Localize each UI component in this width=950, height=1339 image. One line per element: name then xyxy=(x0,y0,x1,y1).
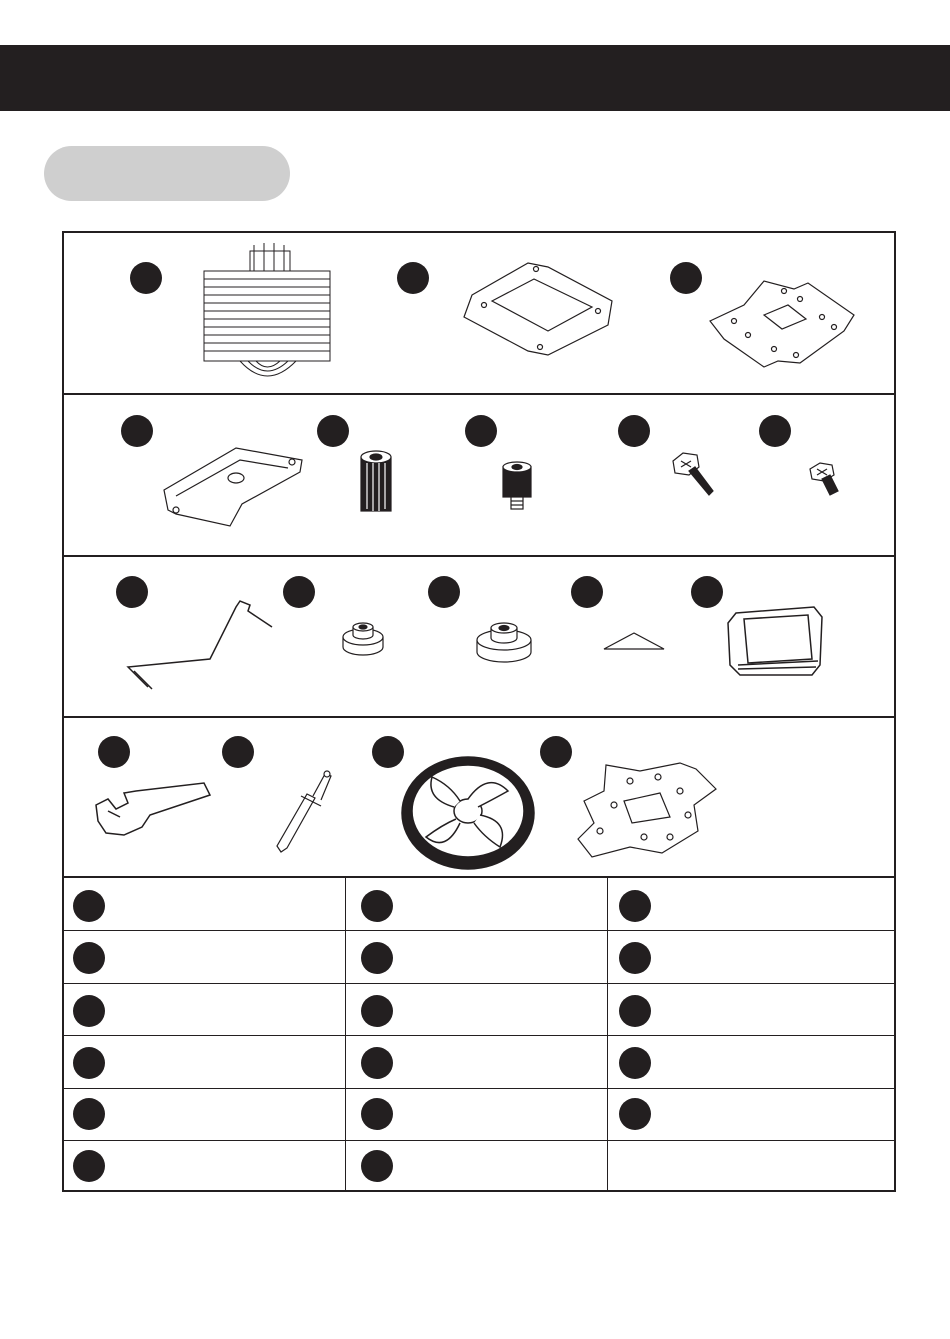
shim-frame-icon xyxy=(724,601,828,681)
legend-marker-12 xyxy=(619,1047,651,1079)
header-bar xyxy=(0,45,950,111)
legend-table xyxy=(62,878,896,1192)
legend-marker-8 xyxy=(361,995,393,1027)
legend-marker-7 xyxy=(73,995,105,1027)
legend-marker-11 xyxy=(361,1047,393,1079)
legend-marker-16 xyxy=(73,1150,105,1182)
fan-wire-clip-icon xyxy=(122,597,284,691)
legend-marker-17 xyxy=(361,1150,393,1182)
legend-marker-9 xyxy=(619,995,651,1027)
standoff-nut-icon xyxy=(357,449,395,517)
part-marker-1 xyxy=(130,262,162,294)
row-divider xyxy=(64,555,894,557)
column-divider xyxy=(607,878,608,1190)
backplate-icon xyxy=(570,761,720,859)
long-screw-icon xyxy=(669,451,717,501)
part-marker-8 xyxy=(759,415,791,447)
part-marker-3 xyxy=(670,262,702,294)
fan-icon xyxy=(398,751,538,875)
row-divider xyxy=(64,1140,894,1141)
row-divider xyxy=(64,1035,894,1036)
legend-marker-14 xyxy=(361,1098,393,1130)
row-divider xyxy=(64,716,894,718)
legend-marker-4 xyxy=(73,942,105,974)
small-washer-icon xyxy=(341,619,385,657)
legend-marker-6 xyxy=(619,942,651,974)
part-marker-14 xyxy=(98,736,130,768)
column-divider xyxy=(345,878,346,1190)
rubber-pad-icon xyxy=(602,627,666,653)
part-marker-13 xyxy=(691,576,723,608)
wrench-icon xyxy=(90,781,214,841)
parts-illustration-box xyxy=(62,231,896,878)
heatsink-tower-icon xyxy=(192,241,342,389)
row-divider xyxy=(64,983,894,984)
part-marker-5 xyxy=(317,415,349,447)
legend-marker-5 xyxy=(361,942,393,974)
legend-marker-3 xyxy=(619,890,651,922)
part-marker-4 xyxy=(121,415,153,447)
part-marker-6 xyxy=(465,415,497,447)
thermal-paste-syringe-icon xyxy=(269,770,335,854)
legend-marker-1 xyxy=(73,890,105,922)
part-marker-17 xyxy=(540,736,572,768)
legend-marker-13 xyxy=(73,1098,105,1130)
legend-marker-15 xyxy=(619,1098,651,1130)
legend-marker-10 xyxy=(73,1047,105,1079)
part-marker-11 xyxy=(428,576,460,608)
bracket-plate-icon xyxy=(156,438,306,530)
row-divider xyxy=(64,393,894,395)
backplate-frame-icon xyxy=(452,255,624,361)
part-marker-2 xyxy=(397,262,429,294)
row-divider xyxy=(64,930,894,931)
part-marker-15 xyxy=(222,736,254,768)
mounting-plate-icon xyxy=(704,275,864,371)
large-washer-icon xyxy=(475,618,533,664)
part-marker-7 xyxy=(618,415,650,447)
part-marker-12 xyxy=(571,576,603,608)
short-screw-icon xyxy=(806,461,842,501)
part-marker-10 xyxy=(283,576,315,608)
section-title-pill xyxy=(44,146,290,201)
legend-marker-2 xyxy=(361,890,393,922)
threaded-standoff-icon xyxy=(500,461,534,513)
row-divider xyxy=(64,1088,894,1089)
